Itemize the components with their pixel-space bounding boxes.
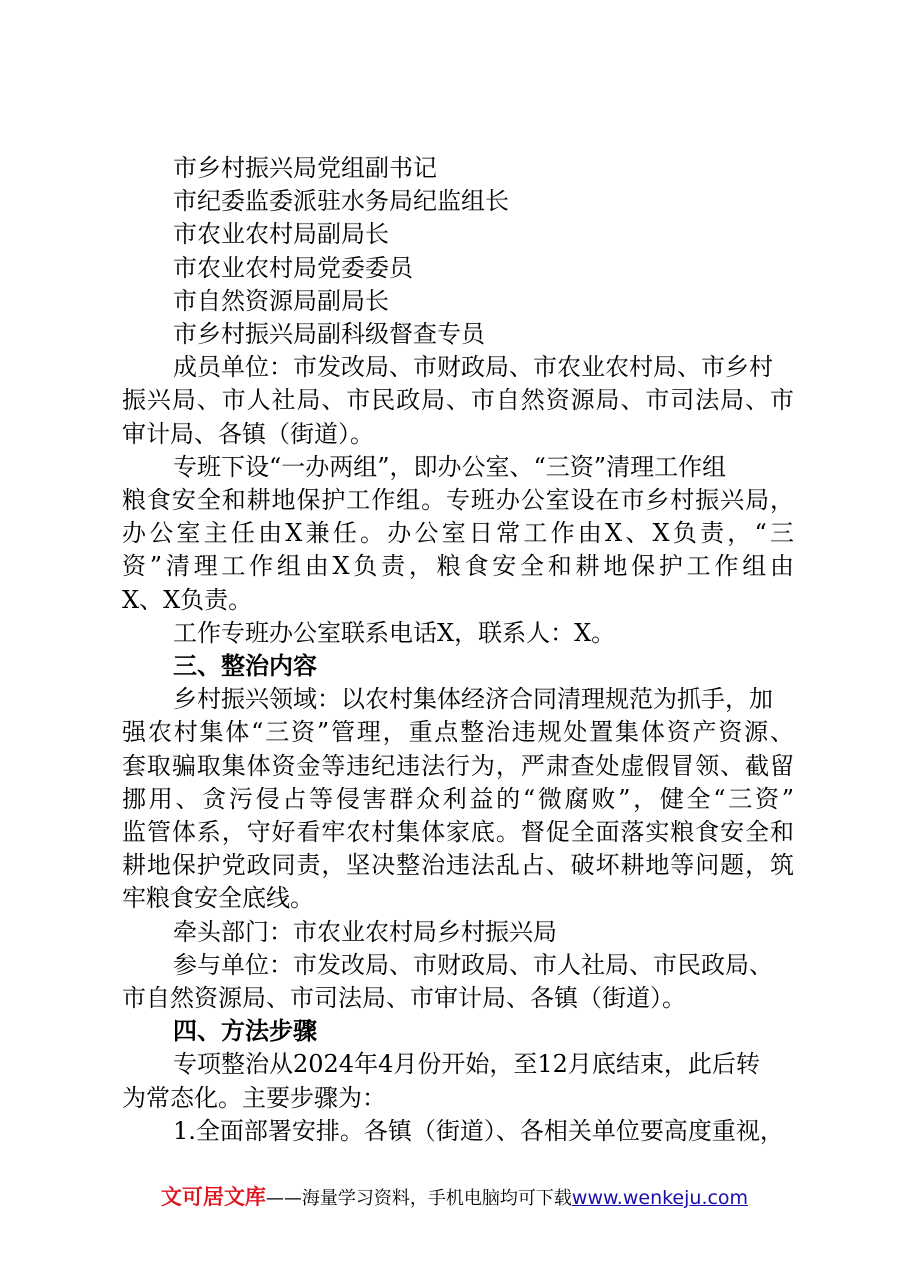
text-line: 振兴局、市人社局、市民政局、市自然资源局、市司法局、市 (122, 386, 794, 415)
text-line: 专项整治从2024年4月份开始，至12月底结束，此后转 (173, 1050, 760, 1079)
footer-brand: 文可居文库 (160, 1185, 266, 1209)
text-line: 市自然资源局副局长 (173, 286, 389, 315)
footer-banner (0, 1182, 909, 1212)
text-line: 资”清理工作组由X负责，粮食安全和耕地保护工作组由 (122, 552, 794, 581)
text-line: 办公室主任由X兼任。办公室日常工作由X、X负责，“三 (122, 519, 794, 548)
text-line: 强农村集体“三资”管理，重点整治违规处置集体资产资源、 (122, 718, 794, 747)
footer-site-link[interactable]: www.wenkeju.com (571, 1187, 749, 1209)
text-line: 工作专班办公室联系电话X，联系人：X。 (173, 618, 616, 647)
footer-slogan: ——海量学习资料，手机电脑均可下载 (265, 1188, 572, 1209)
text-line: 粮食安全和耕地保护工作组。专班办公室设在市乡村振兴局， (122, 486, 794, 514)
text-line: 专班下设“一办两组”，即办公室、“三资”清理工作组 (173, 452, 727, 481)
text-line: 参与单位：市发改局、市财政局、市人社局、市民政局、 (173, 950, 773, 979)
text-line: 监管体系，守好看牢农村集体家底。督促全面落实粮食安全和 (122, 818, 794, 846)
text-line: 耕地保护党政同责，坚决整治违法乱占、破坏耕地等问题，筑 (122, 851, 794, 880)
text-line: 市乡村振兴局党组副书记 (173, 154, 437, 182)
text-line: 牵头部门：市农业农村局乡村振兴局 (173, 917, 557, 946)
text-line: 成员单位：市发改局、市财政局、市农业农村局、市乡村 (173, 353, 773, 382)
text-line: 市农业农村局副局长 (173, 220, 389, 249)
text-line: 套取骗取集体资金等违纪违法行为，严肃查处虚假冒领、截留 (122, 751, 794, 780)
text-line: 审计局、各镇（街道）。 (122, 419, 374, 448)
text-line: 1.全面部署安排。各镇（街道）、各相关单位要高度重视， (173, 1116, 784, 1145)
text-line: 牢粮食安全底线。 (122, 884, 314, 913)
section-heading: 四、方法步骤 (173, 1017, 317, 1046)
text-line: 挪用、贪污侵占等侵害群众利益的“微腐败”，健全“三资” (122, 784, 794, 813)
section-heading: 三、整治内容 (173, 652, 317, 680)
text-line: 乡村振兴领域：以农村集体经济合同清理规范为抓手，加 (173, 685, 773, 714)
text-line: 市纪委监委派驻水务局纪监组长 (173, 187, 509, 216)
text-line: 为常态化。主要步骤为： (122, 1083, 386, 1112)
text-line: X、X负责。 (122, 585, 253, 614)
text-line: 市乡村振兴局副科级督查专员 (173, 320, 485, 348)
text-line: 市农业农村局党委委员 (173, 253, 413, 282)
text-line: 市自然资源局、市司法局、市审计局、各镇（街道）。 (122, 984, 686, 1012)
